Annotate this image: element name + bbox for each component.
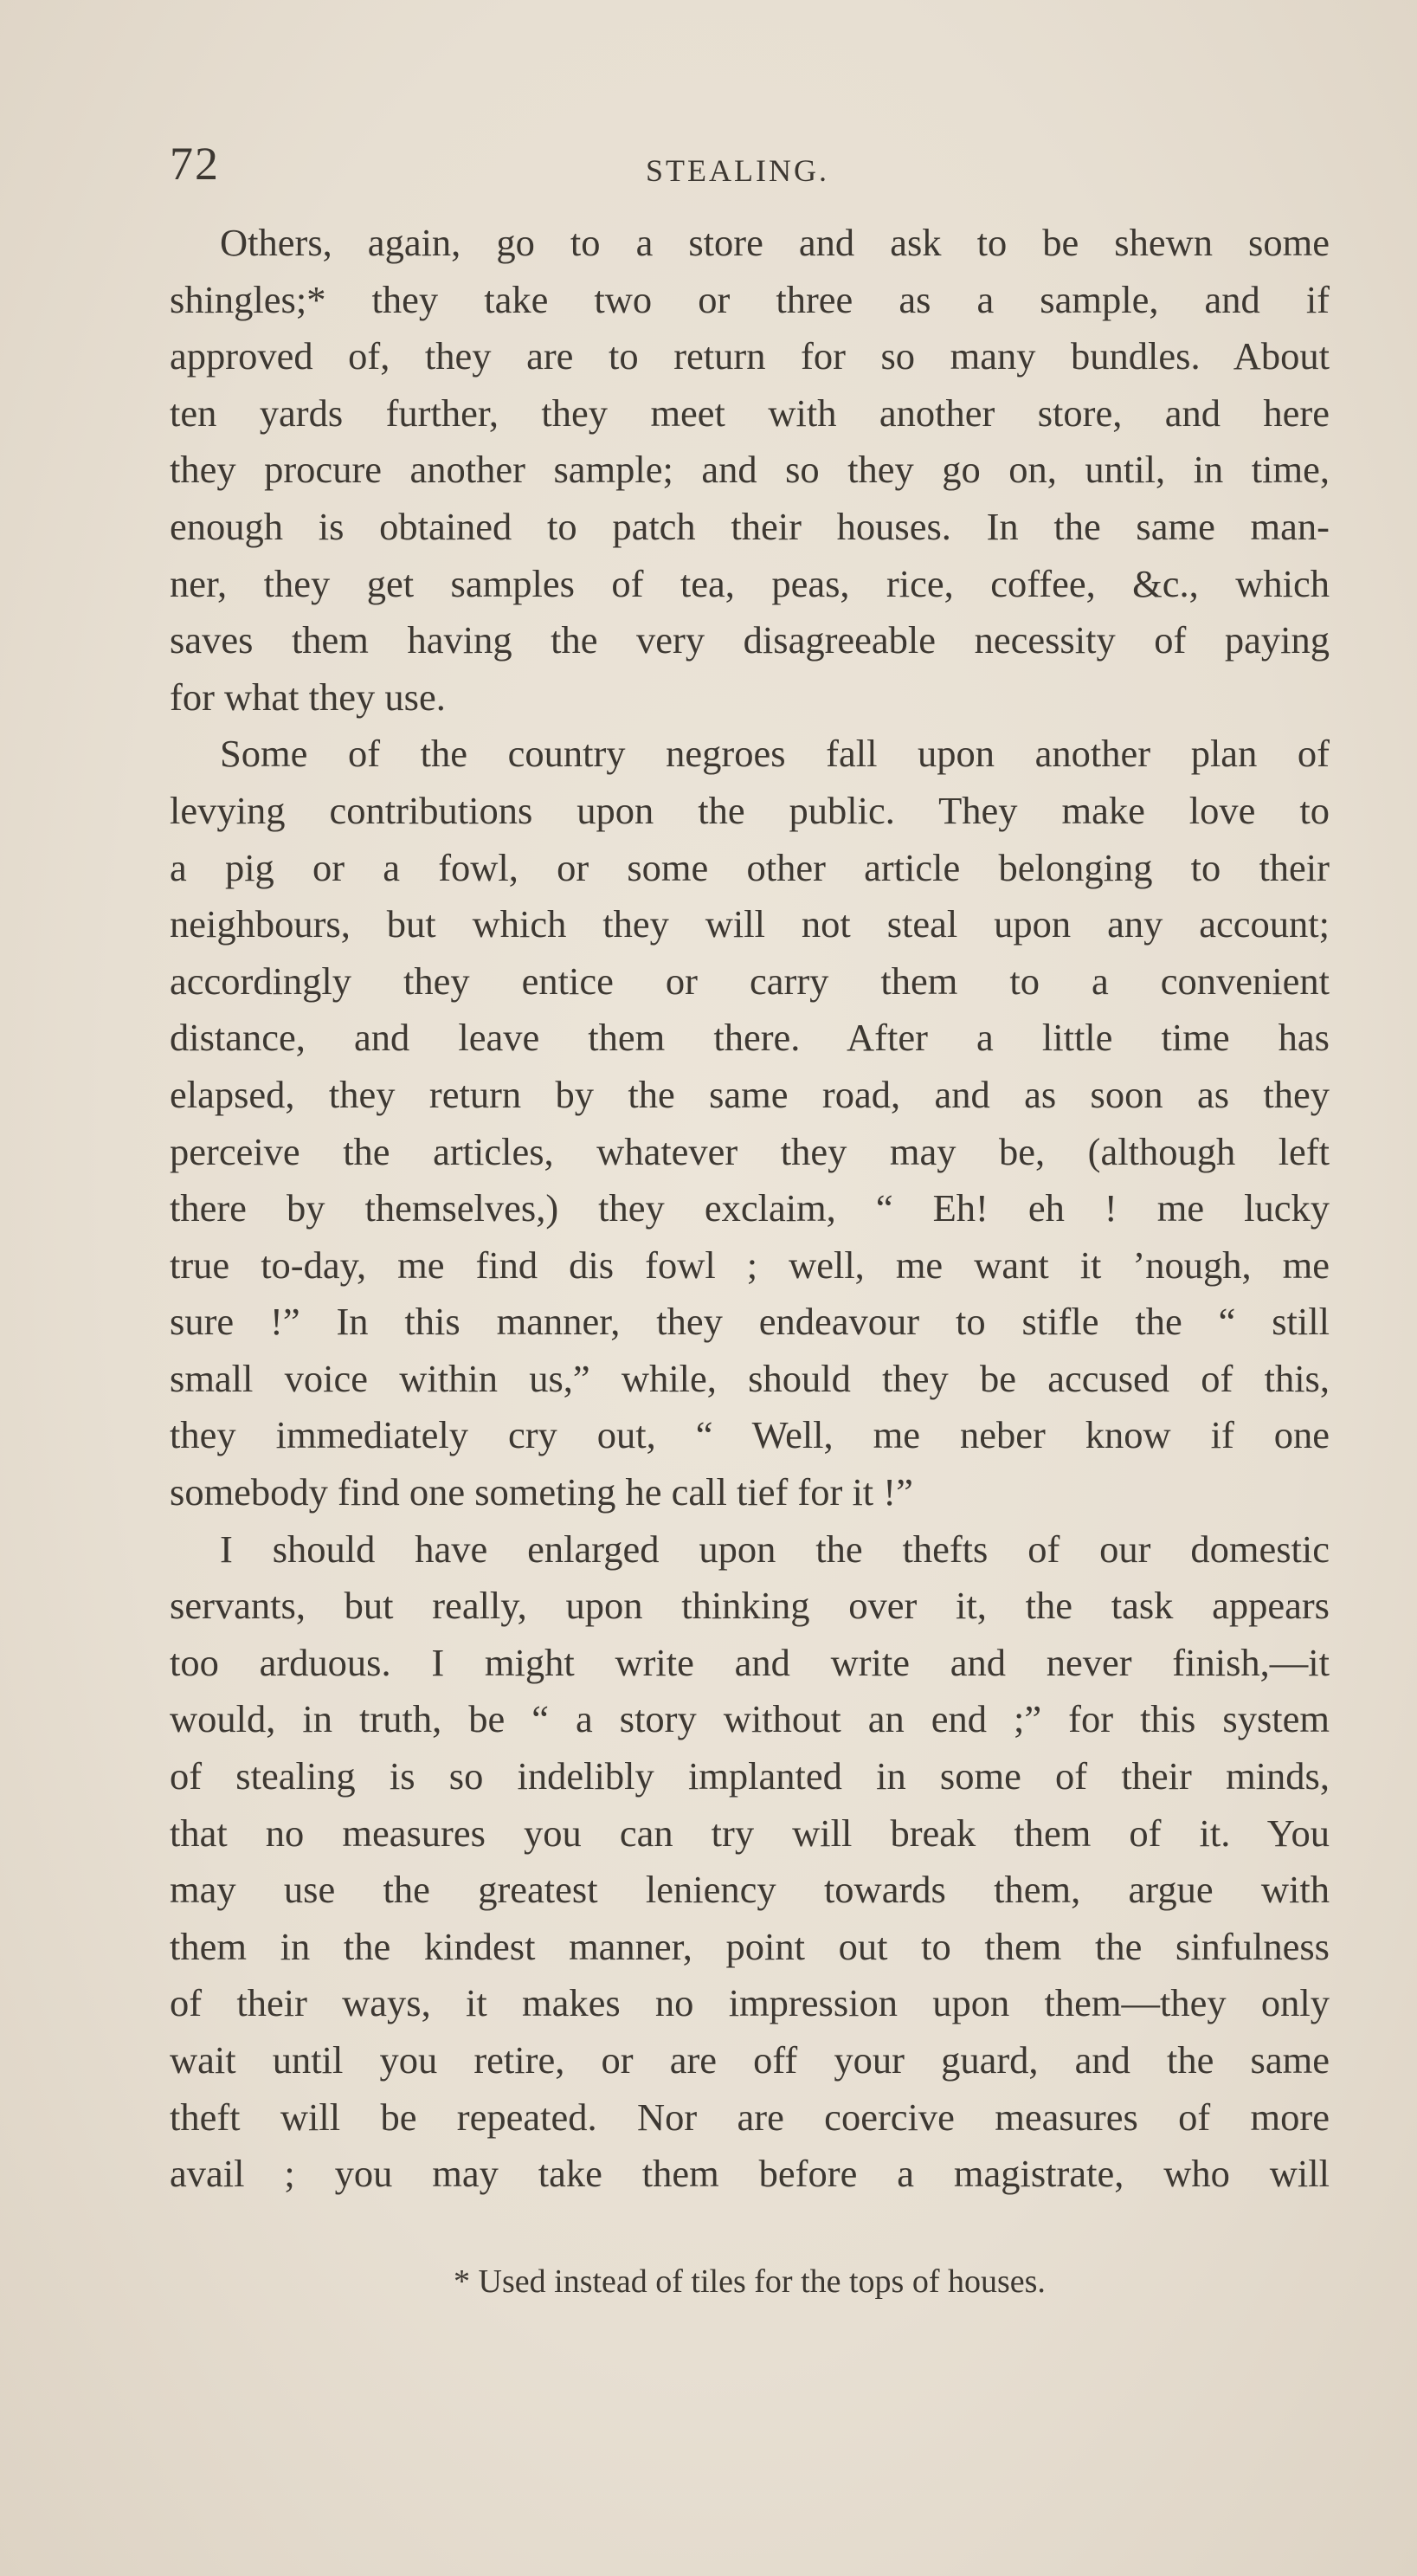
text-line: for what they use. [170,675,446,719]
text-line: they procure another sample; and so they go on, until, in time, [170,448,1330,492]
text-line: true to-day, me find dis fowl ; well, me want it ’nough, me [170,1243,1330,1287]
text-line: that no measures you can try will break them of it. You [170,1811,1330,1855]
text-line: sure !” In this manner, they endeavour to stifle the “ still [170,1300,1330,1344]
text-line: of their ways, it makes no impression upon them—they only [170,1981,1330,2025]
text-line: of stealing is so indelibly implanted in some of their minds, [170,1754,1330,1798]
text-line: there by themselves,) they exclaim, “ Eh! eh ! me lucky [170,1186,1330,1230]
text-line: may use the greatest leniency towards them, argue with [170,1868,1330,1912]
text-line: I should have enlarged upon the thefts of our domestic [220,1527,1330,1571]
text-line: a pig or a fowl, or some other article belonging to their [170,845,1330,889]
running-head: STEALING. [646,153,829,188]
text-line: neighbours, but which they will not steal upon any account; [170,902,1330,946]
footnote: * Used instead of tiles for the tops of houses. [454,2263,1046,2300]
text-line: small voice within us,” while, should they be accused of this, [170,1356,1330,1400]
text-line: perceive the articles, whatever they may be, (although left [170,1129,1330,1173]
page-header [170,137,1330,197]
text-line: Others, again, go to a store and ask to be shewn some [220,221,1330,264]
text-line: avail ; you may take them before a magistrate, who will [170,2152,1330,2196]
text-line: servants, but really, upon thinking over it, the task appears [170,1584,1330,1628]
text-line: accordingly they entice or carry them to a convenient [170,959,1330,1003]
text-line: somebody find one someting he call tief for it !” [170,1470,913,1514]
text-line: ten yards further, they meet with another store, and here [170,391,1330,435]
text-line: elapsed, they return by the same road, and as soon as they [170,1072,1330,1116]
text-line: saves them having the very disagreeable necessity of paying [170,618,1330,662]
text-line: approved of, they are to return for so many bundles. About [170,334,1330,378]
text-line: they immediately cry out, “ Well, me neber know if one [170,1413,1330,1457]
text-line: levying contributions upon the public. They make love to [170,788,1330,832]
text-line: enough is obtained to patch their houses. In the same man- [170,504,1330,548]
text-line: too arduous. I might write and write and never finish,—it [170,1640,1330,1684]
body-text [170,215,1330,2203]
text-line: distance, and leave them there. After a little time has [170,1016,1330,1060]
text-line: Some of the country negroes fall upon another plan of [220,732,1330,776]
text-line: them in the kindest manner, point out to them the sinfulness [170,1924,1330,1968]
page-number: 72 [170,138,220,190]
text-line: would, in truth, be “ a story without an end ;” for this system [170,1697,1330,1741]
text-line: shingles;* they take two or three as a sample, and if [170,277,1330,321]
text-line: theft will be repeated. Nor are coercive measures of more [170,2095,1330,2139]
text-line: wait until you retire, or are off your guard, and the same [170,2038,1330,2082]
text-line: ner, they get samples of tea, peas, rice, coffee, &c., which [170,561,1330,605]
